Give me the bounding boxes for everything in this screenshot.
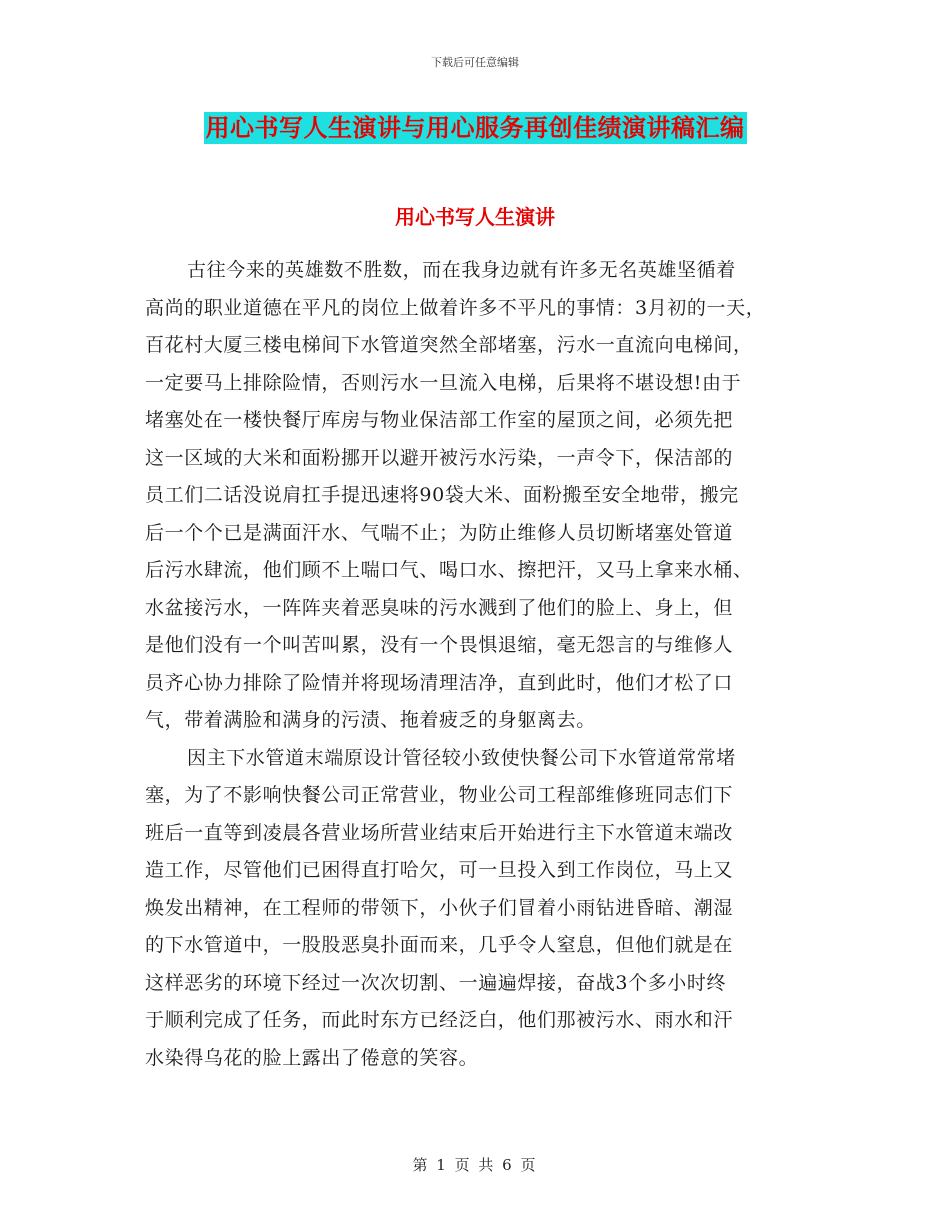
paragraph-line: 员工们二话没说肩扛手提迅速将90袋大米、面粉搬至安全地带，搬完 — [145, 484, 739, 506]
paragraph-line: 气，带着满脸和满身的污渍、拖着疲乏的身躯离去。 — [145, 709, 596, 731]
document-body — [145, 252, 835, 1077]
paragraph-line: 后一个个已是满面汗水、气喘不止；为防止维修人员切断堵塞处管道 — [145, 521, 734, 544]
paragraph-line: 百花村大厦三楼电梯间下水管道突然全部堵塞，污水一直流向电梯间， — [145, 334, 753, 356]
document-title: 用心书写人生演讲与用心服务再创佳绩演讲稿汇编 — [205, 114, 745, 142]
paragraph-line: 班后一直等到凌晨各营业场所营业结束后开始进行主下水管道末端改 — [145, 821, 734, 844]
paragraph-line: 一定要马上排除险情，否则污水一旦流入电梯，后果将不堪设想!由于 — [145, 371, 742, 394]
paragraph-line: 高尚的职业道德在平凡的岗位上做着许多不平凡的事情：3月初的一天， — [145, 296, 766, 319]
paragraph-line: 这一区域的大米和面粉挪开以避开被污水污染，一声令下，保洁部的 — [145, 446, 734, 469]
paragraph-line: 水盆接污水，一阵阵夹着恶臭味的污水溅到了他们的脸上、身上，但 — [145, 596, 734, 619]
paragraph-line: 塞，为了不影响快餐公司正常营业，物业公司工程部维修班同志们下 — [145, 784, 734, 806]
paragraph-line: 堵塞处在一楼快餐厅库房与物业保洁部工作室的屋顶之间，必须先把 — [145, 409, 734, 431]
paragraph-line: 于顺利完成了任务，而此时东方已经泛白，他们那被污水、雨水和汗 — [145, 1009, 734, 1031]
paragraph-line: 焕发出精神，在工程师的带领下，小伙子们冒着小雨钻进昏暗、潮湿 — [145, 896, 734, 919]
paragraph-line: 是他们没有一个叫苦叫累，没有一个畏惧退缩，毫无怨言的与维修人 — [145, 634, 734, 656]
paragraph-line: 古往今来的英雄数不胜数，而在我身边就有许多无名英雄坚循着 — [187, 259, 736, 281]
paragraph-line: 的下水管道中，一股股恶臭扑面而来，几乎令人窒息，但他们就是在 — [145, 934, 734, 956]
paragraph-line: 水染得乌花的脸上露出了倦意的笑容。 — [145, 1046, 479, 1069]
paragraph-line: 后污水肆流，他们顾不上喘口气、喝口水、擦把汗，又马上拿来水桶、 — [145, 559, 753, 581]
section-title: 用心书写人生演讲 — [395, 205, 555, 229]
paragraph-line: 员齐心协力排除了险情并将现场清理洁净，直到此时，他们才松了口 — [145, 671, 734, 694]
paragraph-line: 因主下水管道末端原设计管径较小致使快餐公司下水管道常常堵 — [187, 746, 736, 769]
paragraph-line: 造工作，尽管他们已困得直打哈欠，可一旦投入到工作岗位，马上又 — [145, 859, 734, 881]
paragraph-line: 这样恶劣的环境下经过一次次切割、一遍遍焊接，奋战3个多小时终 — [145, 971, 727, 994]
page-header-note: 下载后可任意编辑 — [431, 56, 519, 69]
page-number-footer: 第 1 页 共 6 页 — [412, 1156, 538, 1174]
document-title-container — [0, 112, 950, 144]
